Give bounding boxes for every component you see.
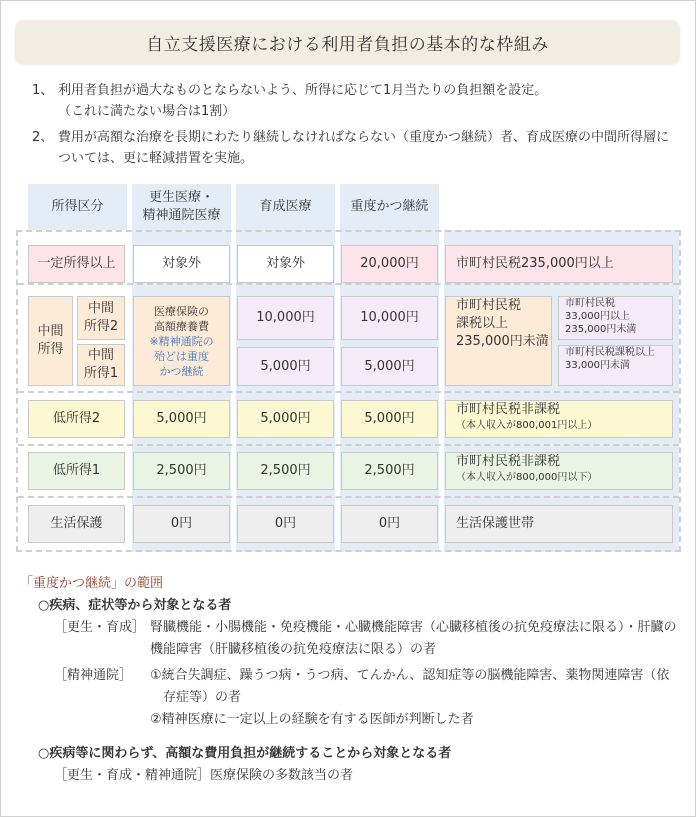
row-ittei-ikusei: 対象外 [237, 245, 334, 283]
row-seikatsu-tax: 生活保護世帯 [445, 505, 673, 543]
header-income: 所得区分 [28, 184, 127, 230]
scope-subheading-1: ○疾病、症状等から対象となる者 [38, 598, 232, 613]
row-low2-kosei: 5,000円 [133, 400, 230, 438]
row-divider [18, 444, 679, 446]
row-chukan1-tax: 市町村民税課税以上 33,000円未満 [558, 345, 673, 386]
scope-heading: 「重度かつ継続」の範囲 [20, 576, 164, 591]
row-low1-jyudo: 2,500円 [341, 452, 438, 490]
row-divider [18, 391, 679, 393]
row-chukan2-label: 中間 所得2 [77, 296, 125, 340]
row-low1-label: 低所得1 [28, 452, 125, 490]
row-chukan1-jyudo: 5,000円 [341, 347, 438, 386]
row-low1-kosei: 2,500円 [133, 452, 230, 490]
row-chukan2-ikusei: 10,000円 [237, 296, 334, 340]
row-seikatsu-label: 生活保護 [28, 505, 125, 543]
row-divider [18, 283, 679, 285]
row-chukan-tax: 市町村民税 課税以上 235,000円未満 [445, 296, 552, 386]
row-ittei-tax: 市町村民税235,000円以上 [445, 245, 673, 283]
row-chukan-label: 中間 所得 [28, 296, 73, 386]
row-chukan1-ikusei: 5,000円 [237, 347, 334, 386]
scope-subheading-2: ○疾病等に関わらず、高額な費用負担が継続することから対象となる者 [38, 746, 452, 761]
row-low1-ikusei: 2,500円 [237, 452, 334, 490]
row-chukan2-tax: 市町村民税 33,000円以上 235,000円未満 [558, 296, 673, 340]
row-ittei-jyudo: 20,000円 [341, 245, 438, 283]
scope-item-seishin: ［精神通院］ ①統合失調症、躁うつ病・うつ病、てんかん、認知症等の脳機能障害、薬物関連障害（依存症等）の者 ②精神医療に一定以上の経験を有する医師が判断した者 [54, 668, 670, 727]
row-ittei-label: 一定所得以上 [28, 245, 125, 283]
row-low2-jyudo: 5,000円 [341, 400, 438, 438]
intro-item-1: 1、 利用者負担が過大なものとならないよう、所得に応じて1月当たりの負担額を設定。 （これに満たない場合は1割） [32, 83, 548, 119]
row-low1-tax: 市町村民税非課税 （本人収入が800,000円以下） [445, 452, 673, 490]
scope-item-all: ［更生・育成・精神通院］ 医療保険の多数該当の者 [54, 768, 354, 783]
intro-item-2: 2、 費用が高額な治療を長期にわたり継続しなければならない（重度かつ継続）者、育成医療の中間所得層については、更に軽減措置を実施。 [32, 130, 670, 166]
row-seikatsu-ikusei: 0円 [237, 505, 334, 543]
header-kosei: 更生医療・ 精神通院医療 [132, 184, 231, 230]
row-chukan1-label: 中間 所得1 [77, 344, 125, 386]
row-low2-label: 低所得2 [28, 400, 125, 438]
row-chukan-kosei: 医療保険の 高額療養費 ※精神通院の 殆どは重度 かつ継続 [133, 296, 230, 386]
row-seikatsu-jyudo: 0円 [341, 505, 438, 543]
row-divider [18, 496, 679, 498]
row-seikatsu-kosei: 0円 [133, 505, 230, 543]
header-jyudo: 重度かつ継続 [340, 184, 439, 230]
row-low2-tax: 市町村民税非課税 （本人収入が800,001円以上） [445, 400, 673, 438]
page-title: 自立支援医療における利用者負担の基本的な枠組み [15, 20, 680, 64]
row-chukan2-jyudo: 10,000円 [341, 296, 438, 340]
intro-list [32, 80, 677, 169]
scope-section [20, 573, 680, 787]
scope-item-kosei-ikusei: ［更生・育成］ 腎臓機能・小腸機能・免疫機能・心臓機能障害（心臓移植後の抗免疫療法に限る）・肝臓の機能障害（肝臓移植後の抗免疫療法に限る）の者 [54, 620, 677, 657]
header-ikusei: 育成医療 [236, 184, 335, 230]
row-ittei-kosei: 対象外 [133, 245, 230, 283]
row-low2-ikusei: 5,000円 [237, 400, 334, 438]
